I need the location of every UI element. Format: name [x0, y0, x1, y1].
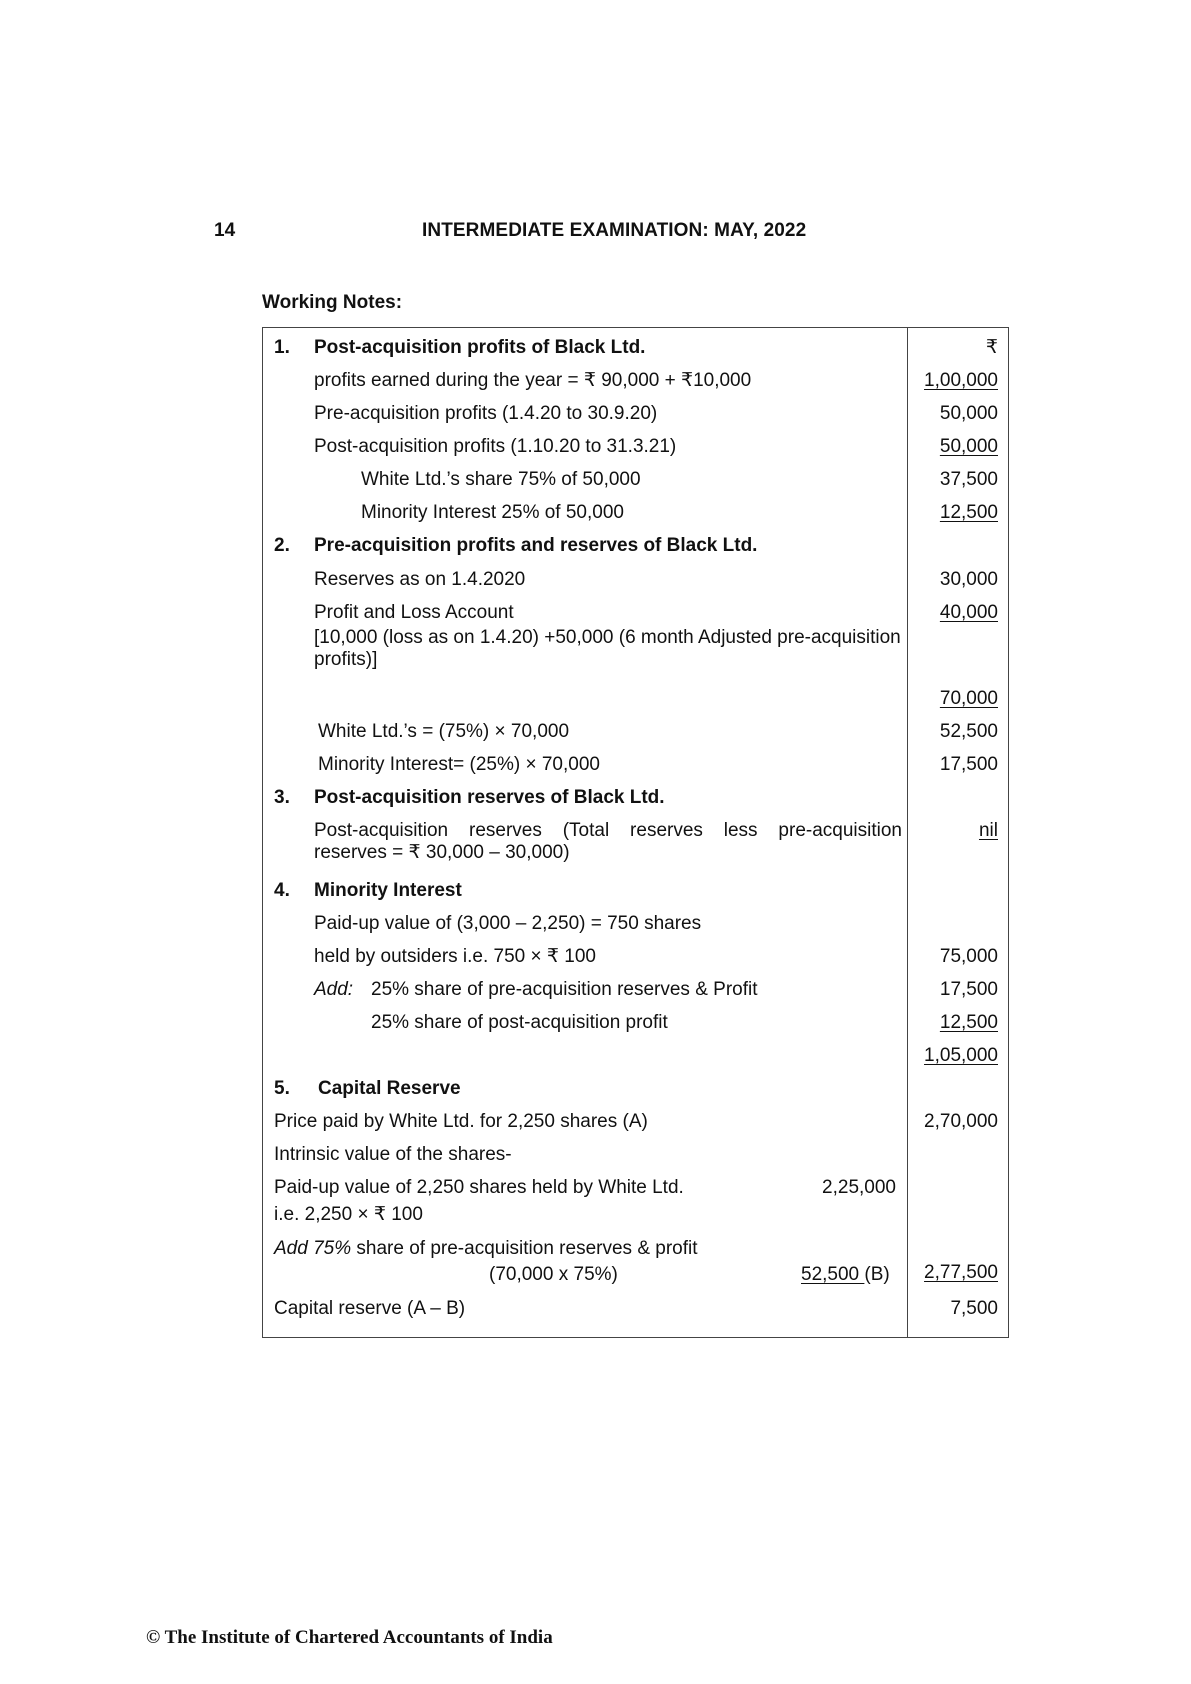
page-header: INTERMEDIATE EXAMINATION: MAY, 2022	[422, 220, 807, 241]
note4-number: 4.	[274, 880, 290, 901]
note5-title: Capital Reserve	[318, 1078, 461, 1099]
note5-paidup-amount: 2,25,000	[822, 1177, 896, 1198]
note4-total: 1,05,000	[924, 1045, 998, 1066]
note1-row-label: Minority Interest 25% of 50,000	[361, 502, 624, 523]
working-notes-table	[262, 327, 1009, 1338]
note1-row-amount: 37,500	[939, 469, 998, 490]
note1-row-amount: 12,500	[939, 502, 998, 523]
currency-symbol: ₹	[985, 337, 998, 358]
note2-pl-label: Profit and Loss Account	[314, 602, 514, 623]
note5-number: 5.	[274, 1078, 290, 1099]
note5-add-tag: (B)	[864, 1264, 890, 1285]
note5-add-label: share of pre-acquisition reserves & profit	[351, 1238, 698, 1259]
note5-price-amount: 2,70,000	[924, 1111, 998, 1132]
note2-minority-label: Minority Interest= (25%) × 70,000	[318, 754, 600, 775]
page-number: 14	[214, 220, 236, 241]
note2-reserves-label: Reserves as on 1.4.2020	[314, 569, 526, 590]
note4-line2: held by outsiders i.e. 750 × ₹ 100	[314, 946, 596, 967]
note1-title: Post-acquisition profits of Black Ltd.	[314, 337, 646, 358]
note5-intrinsic-total: 2,77,500	[924, 1262, 998, 1283]
note2-number: 2.	[274, 535, 290, 556]
note2-pl-amount: 40,000	[939, 602, 998, 623]
note5-intrinsic-label: Intrinsic value of the shares-	[274, 1144, 512, 1165]
note5-capital-amount: 7,500	[950, 1298, 998, 1319]
note1-row-amount: 50,000	[939, 436, 998, 457]
note5-paidup-sub: i.e. 2,250 × ₹ 100	[274, 1204, 423, 1225]
note1-row-amount: 50,000	[939, 403, 998, 424]
note4-add2-label: 25% share of post-acquisition profit	[371, 1012, 668, 1033]
note3-number: 3.	[274, 787, 290, 808]
note2-pl-detail: [10,000 (loss as on 1.4.20) +50,000 (6 month Adjusted pre-acquisition profits)]	[314, 627, 901, 670]
note3-text: Post-acquisition reserves (Total reserves less pre-acquisition reserves = ₹ 30,000 – 30,000)	[314, 820, 902, 863]
note2-white-amount: 52,500	[939, 721, 998, 742]
note1-row-label: Pre-acquisition profits (1.4.20 to 30.9.20)	[314, 403, 658, 424]
note5-add-line	[274, 1238, 698, 1260]
note5-add-prefix: Add 75%	[274, 1238, 352, 1259]
note2-minority-amount: 17,500	[939, 754, 998, 775]
note5-add-amount-line	[801, 1264, 890, 1286]
note5-capital-label: Capital reserve (A – B)	[274, 1298, 466, 1319]
footer: © The Institute of Chartered Accountants of India	[146, 1627, 553, 1648]
note2-title: Pre-acquisition profits and reserves of Black Ltd.	[314, 535, 758, 556]
note5-price-label: Price paid by White Ltd. for 2,250 shares (A)	[274, 1111, 648, 1132]
note2-reserves-amount: 30,000	[939, 569, 998, 590]
note4-add2-amount: 12,500	[939, 1012, 998, 1033]
note2-total: 70,000	[939, 688, 998, 709]
note1-row-label: White Ltd.’s share 75% of 50,000	[361, 469, 641, 490]
note4-add-prefix: Add:	[314, 979, 354, 1000]
note4-add1-label: 25% share of pre-acquisition reserves & Profit	[371, 979, 758, 1000]
note1-row-label: profits earned during the year = ₹ 90,000 + ₹10,000	[314, 370, 752, 391]
working-notes-heading: Working Notes:	[262, 292, 403, 313]
note4-add1-amount: 17,500	[939, 979, 998, 1000]
note1-row-label: Post-acquisition profits (1.10.20 to 31.3.21)	[314, 436, 677, 457]
note1-row-amount: 1,00,000	[924, 370, 998, 391]
note5-add-calc: (70,000 x 75%)	[489, 1264, 618, 1285]
note4-line2-amount: 75,000	[939, 946, 998, 967]
note4-title: Minority Interest	[314, 880, 462, 901]
note3-title: Post-acquisition reserves of Black Ltd.	[314, 787, 665, 808]
note2-white-label: White Ltd.’s = (75%) × 70,000	[318, 721, 570, 742]
note5-add-amount: 52,500	[801, 1264, 865, 1285]
note4-line1: Paid-up value of (3,000 – 2,250) = 750 shares	[314, 913, 702, 934]
column-divider	[907, 328, 908, 1337]
note5-paidup-label: Paid-up value of 2,250 shares held by White Ltd.	[274, 1177, 684, 1198]
note1-number: 1.	[274, 337, 290, 358]
note3-amount: nil	[978, 820, 998, 841]
